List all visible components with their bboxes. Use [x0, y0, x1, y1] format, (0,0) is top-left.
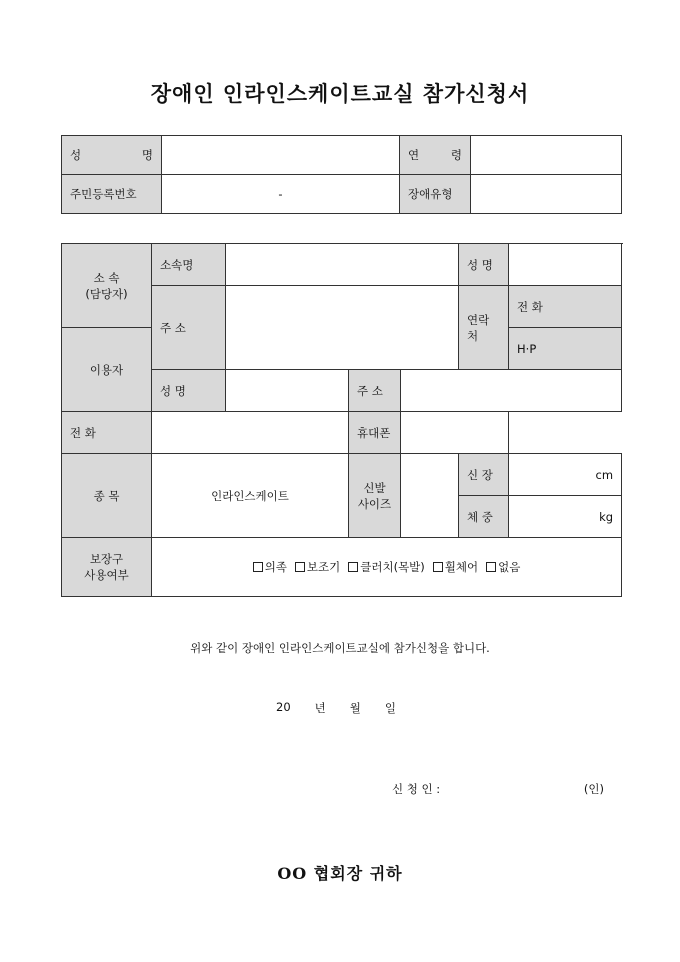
shoe-size-label: 신발 사이즈: [349, 454, 401, 538]
contact-person-name-label: 성 명: [459, 244, 509, 286]
user-name-label: 성 명: [152, 370, 226, 412]
assistive-device-options: [152, 538, 622, 597]
affiliation-phone-label: 전 화: [509, 286, 622, 328]
height-field[interactable]: cm: [509, 454, 622, 496]
org-name-label: 소속명: [152, 244, 226, 286]
detail-table: [61, 243, 622, 597]
weight-field[interactable]: kg: [509, 496, 622, 538]
option-wheelchair[interactable]: 휠체어: [433, 559, 478, 575]
checkbox-icon[interactable]: [348, 562, 358, 572]
form-title: 장애인 인라인스케이트교실 참가신청서: [150, 81, 530, 106]
seal-mark: (인): [583, 782, 604, 796]
user-mobile-label: 휴대폰: [349, 412, 401, 454]
affiliation-address-field[interactable]: [226, 286, 459, 370]
age-field[interactable]: [471, 136, 622, 175]
rrn-label: 주민등록번호: [62, 175, 162, 214]
contact-person-name-field[interactable]: [509, 244, 622, 286]
affiliation-address-label: 주 소: [152, 286, 226, 370]
height-label: 신 장: [459, 454, 509, 496]
shoe-size-field[interactable]: [401, 454, 459, 538]
affiliation-hp-label: H·P: [509, 328, 622, 370]
affiliation-section-label: 소 속 (담당자): [62, 244, 152, 328]
application-date: 20 년 월 일: [276, 700, 396, 715]
user-section-label: 이용자: [62, 328, 152, 412]
rrn-field[interactable]: -: [162, 175, 400, 214]
name-field[interactable]: [162, 136, 400, 175]
name-label: 성 명: [62, 136, 162, 175]
user-mobile-field[interactable]: [401, 412, 509, 454]
checkbox-icon[interactable]: [295, 562, 305, 572]
applicant-info-table: [61, 135, 622, 214]
user-phone-label: 전 화: [62, 412, 152, 454]
assistive-device-label: 보장구 사용여부: [62, 538, 152, 597]
contact-label: 연락처: [459, 286, 509, 370]
checkbox-icon[interactable]: [253, 562, 263, 572]
applicant-label: 신 청 인 :: [392, 782, 441, 796]
user-phone-field[interactable]: [152, 412, 349, 454]
option-prosthesis[interactable]: 의족: [253, 559, 287, 575]
weight-label: 체 중: [459, 496, 509, 538]
option-crutch[interactable]: 클러치(목발): [348, 559, 425, 575]
application-statement: 위와 같이 장애인 인라인스케이트교실에 참가신청을 합니다.: [190, 641, 490, 655]
event-value: 인라인스케이트: [152, 454, 349, 538]
checkbox-icon[interactable]: [433, 562, 443, 572]
option-brace[interactable]: 보조기: [295, 559, 340, 575]
disability-type-label: 장애유형: [400, 175, 471, 214]
user-address-field[interactable]: [401, 370, 622, 412]
user-address-label: 주 소: [349, 370, 401, 412]
org-name-field[interactable]: [226, 244, 459, 286]
option-none[interactable]: 없음: [486, 559, 520, 575]
disability-type-field[interactable]: [471, 175, 622, 214]
age-label: 연 령: [400, 136, 471, 175]
checkbox-icon[interactable]: [486, 562, 496, 572]
recipient: OO 협회장 귀하: [277, 864, 403, 883]
applicant-signature: [392, 781, 604, 797]
event-section-label: 종 목: [62, 454, 152, 538]
user-name-field[interactable]: [226, 370, 349, 412]
